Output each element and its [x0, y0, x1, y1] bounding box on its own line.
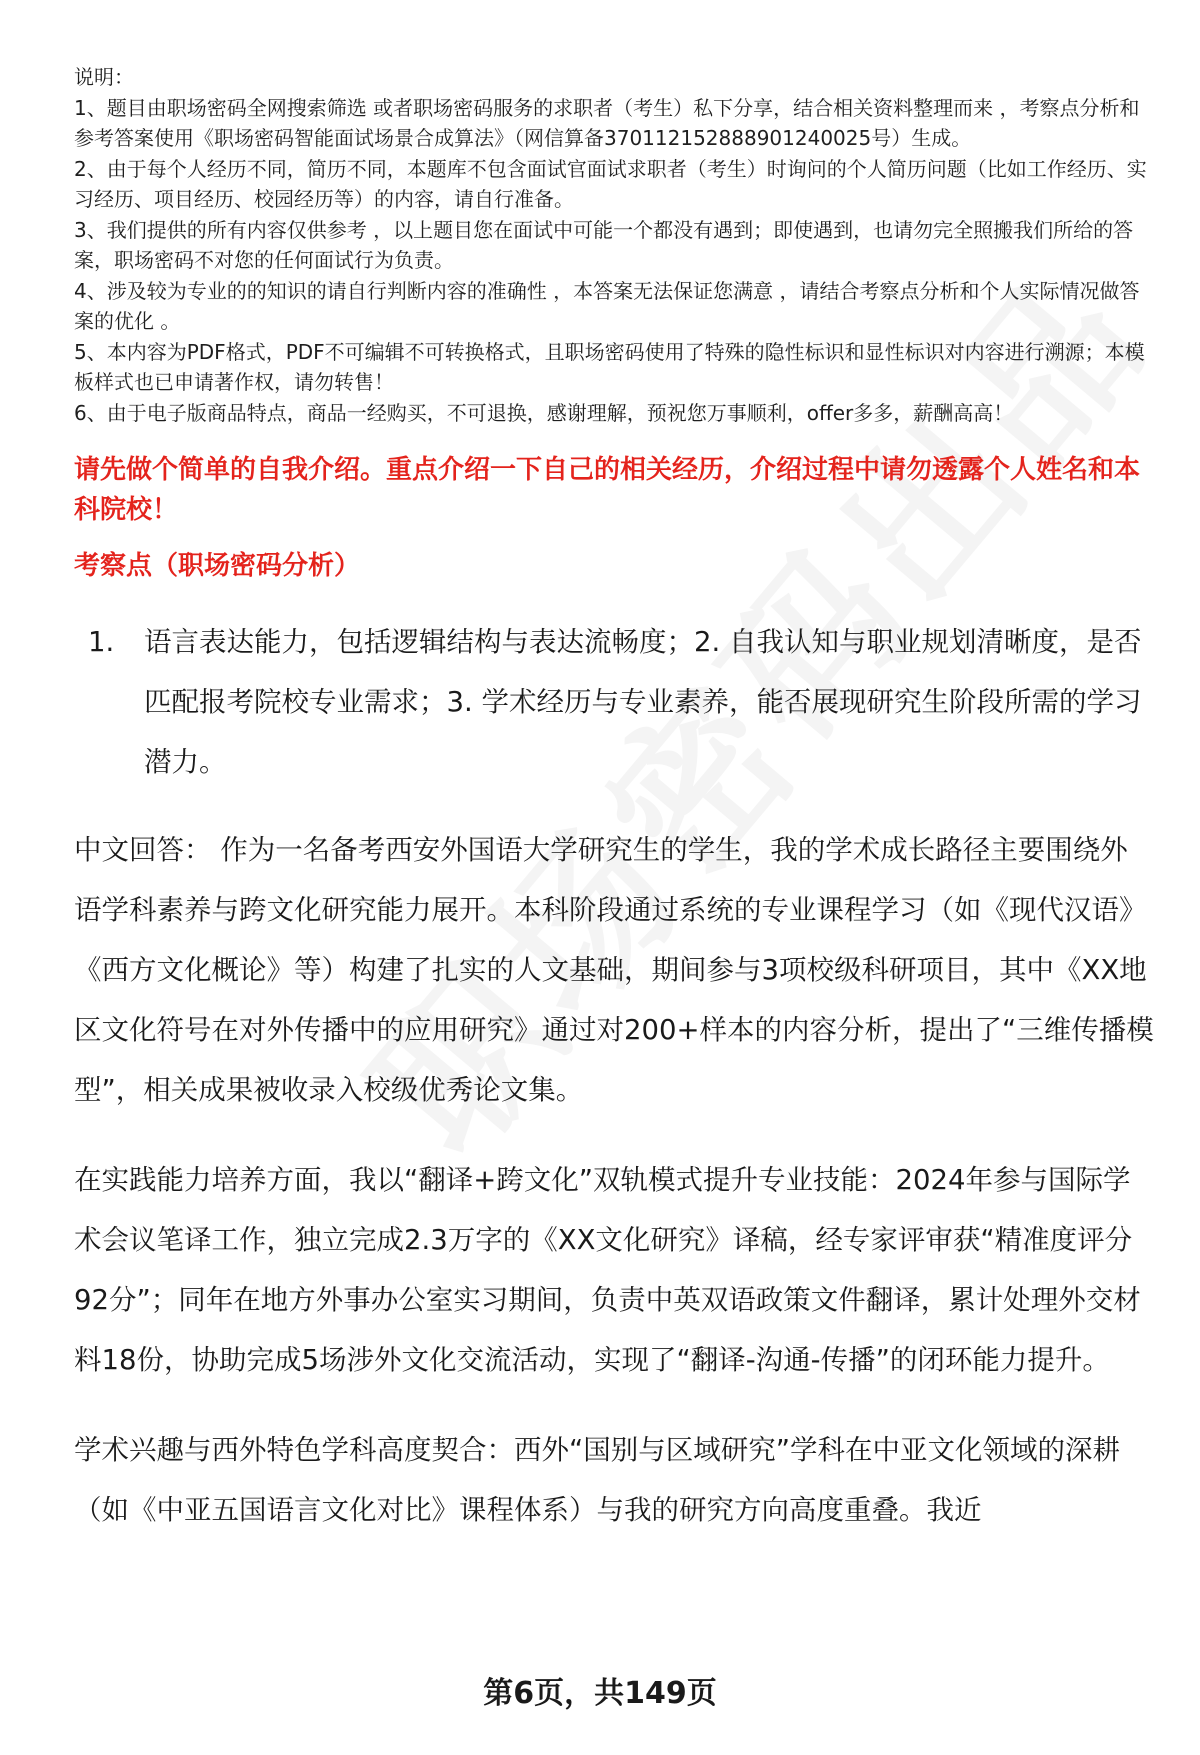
note-item: 6、由于电子版商品特点，商品一经购买，不可退换，感谢理解，预祝您万事顺利，offer多多，薪酬高高！ [74, 400, 1014, 425]
answer-paragraph: 学术兴趣与西外特色学科高度契合：西外“国别与区域研究”学科在中亚文化领域的深耕（如《中亚五国语言文化对比》课程体系）与我的研究方向高度重叠。我近 [74, 1434, 1120, 1526]
note-item: 5、本内容为PDF格式，PDF不可编辑不可转换格式，且职场密码使用了特殊的隐性标识和显性标识对内容进行溯源；本模板样式也已申请著作权，请勿转售！ [74, 339, 1145, 394]
answer-paragraph: 在实践能力培养方面，我以“翻译+跨文化”双轨模式提升专业技能：2024年参与国际学术会议笔译工作，独立完成2.3万字的《XX文化研究》译稿，经专家评审获“精准度评分92分”；同年在地方外事办公室实习期间，负责中英双语政策文件翻译，累计处理外交材料18份，协助完成5场涉外文化交流活动，实现了“翻译-沟通-传播”的闭环能力提升。 [74, 1164, 1141, 1376]
analysis-point-number: 1. [88, 626, 115, 658]
page-content [74, 62, 1154, 1540]
note-item: 3、我们提供的所有内容仅供参考 ，以上题目您在面试中可能一个都没有遇到；即使遇到，也请勿完全照搬我们所给的答案，职场密码不对您的任何面试行为负责。 [74, 217, 1134, 272]
analysis-points [74, 612, 1154, 792]
note-item: 2、由于每个人经历不同，简历不同，本题库不包含面试官面试求职者（考生）时询问的个人简历问题（比如工作经历、实习经历、项目经历、校园经历等）的内容，请自行准备。 [74, 156, 1147, 211]
disclaimer-notes [74, 62, 1154, 428]
page-number-footer: 第6页，共149页 [483, 1676, 717, 1711]
analysis-title: 考察点（职场密码分析） [74, 551, 361, 581]
interview-question: 请先做个简单的自我介绍。重点介绍一下自己的相关经历，介绍过程中请勿透露个人姓名和本科院校！ [74, 455, 1141, 525]
note-item: 4、涉及较为专业的的知识的请自行判断内容的准确性 ，本答案无法保证您满意 ，请结合考察点分析和个人实际情况做答案的优化 。 [74, 278, 1140, 333]
analysis-point-text: 语言表达能力，包括逻辑结构与表达流畅度；2. 自我认知与职业规划清晰度，是否匹配报考院校专业需求；3. 学术经历与专业素养，能否展现研究生阶段所需的学习潜力。 [144, 626, 1142, 778]
note-item: 1、题目由职场密码全网搜索筛选 或者职场密码服务的求职者（考生）私下分享，结合相关资料整理而来 ，考察点分析和参考答案使用《职场密码智能面试场景合成算法》（网信算备370112152888901240025号）生成。 [74, 95, 1140, 150]
answer-paragraph: 中文回答： 作为一名备考西安外国语大学研究生的学生，我的学术成长路径主要围绕外语学科素养与跨文化研究能力展开。本科阶段通过系统的专业课程学习（如《现代汉语》《西方文化概论》等）构建了扎实的人文基础，期间参与3项校级科研项目，其中《XX地区文化符号在对外传播中的应用研究》通过对200+样本的内容分析，提出了“三维传播模型”，相关成果被收录入校级优秀论文集。 [74, 834, 1154, 1106]
notes-heading: 说明： [74, 65, 134, 89]
